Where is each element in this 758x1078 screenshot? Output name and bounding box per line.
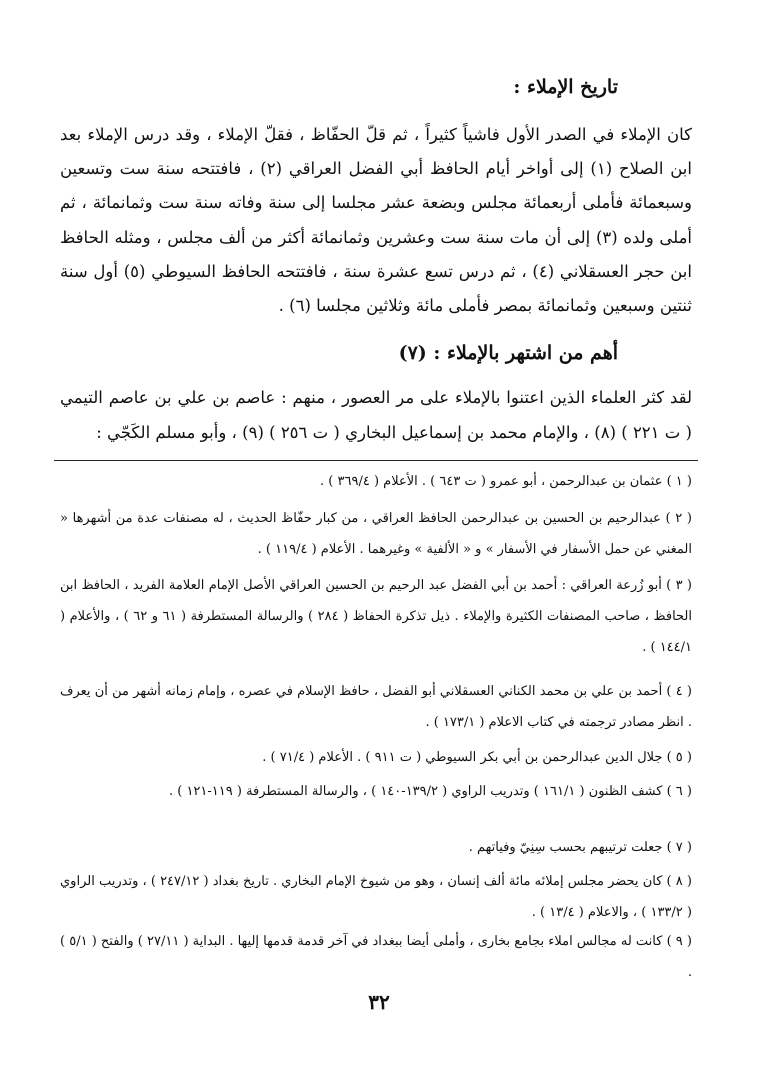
footnote-5: ( ٥ ) جلال الدين عبدالرحمن بن أبي بكر السيوطي ( ت ٩١١ ) . الأعلام ( ٧١/٤ ) . bbox=[262, 750, 692, 765]
footnote-7: ( ٧ ) جعلت ترتيبهم بحسب سِنِيّ وفياتهم . bbox=[468, 840, 692, 855]
footnote-8: ( ٨ ) كان يحضر مجلس إملائه مائة ألف إنسان ، وهو من شيوخ الإمام البخاري . تاريخ بغداد ( ٢٤٧/١٢ ) ، وتدريب الراوي ( ١٣٣/٢ ) ، والاعلام ( ١٣/٤ ) . bbox=[60, 874, 692, 920]
footnote-2: ( ٢ ) عبدالرحيم بن الحسين بن عبدالرحمن الحافظ العراقي ، من كبار حفّاظ الحديث ، له مصنفات عدة من أشهرها « المغني عن حمل الأسفار في الأسفار » و « الألفية » وغيرهما . الأعلام ( ١١٩/٤ ) . bbox=[60, 511, 692, 557]
section-heading-notable-dictators: أهم من اشتهر بالإملاء : (٧) bbox=[398, 342, 618, 364]
footnote-1: ( ١ ) عثمان بن عبدالرحمن ، أبو عمرو ( ت ٦٤٣ ) . الأعلام ( ٣٦٩/٤ ) . bbox=[320, 474, 692, 489]
page-number: ٣٢ bbox=[368, 990, 390, 1014]
footnote-3: ( ٣ ) أبو زُرعة العراقي : أحمد بن أبي الفضل عبد الرحيم بن الحسين العراقي الأصل الإمام العلامة الفريد ، الحافظ ابن الحافظ ، صاحب المصنفات الكثيرة والإملاء . ذيل تذكرة الحفاظ ( ٢٨٤ ) والرسالة المستطرفة ( ٦١ و ٦٢ ) ، والأعلام ( ١٤٤/١ ) . bbox=[60, 578, 692, 655]
footnote-4: ( ٤ ) أحمد بن علي بن محمد الكناني العسقلاني أبو الفضل ، حافظ الإسلام في عصره ، وإمام زمانه أشهر من أن يعرف . انظر مصادر ترجمته في كتاب الاعلام ( ١٧٣/١ ) . bbox=[60, 684, 692, 730]
body-paragraph-notable: لقد كثر العلماء الذين اعتنوا بالإملاء على مر العصور ، منهم : عاصم بن علي بن عاصم التيمي ( ت ٢٢١ ) (٨) ، والإمام محمد بن إسماعيل البخاري ( ت ٢٥٦ ) (٩) ، وأبو مسلم الكَجّي : bbox=[60, 388, 692, 442]
section-heading-dictation-history: تاريخ الإملاء : bbox=[513, 76, 618, 98]
footnote-6: ( ٦ ) كشف الظنون ( ١٦١/١ ) وتدريب الراوي ( ١٣٩/٢-١٤٠ ) ، والرسالة المستطرفة ( ١١٩-١٢١ ) . bbox=[168, 784, 692, 799]
footnote-divider bbox=[54, 460, 698, 461]
footnote-9: ( ٩ ) كانت له مجالس املاء بجامع بخارى ، وأملى أيضا ببغداد في آخر قدمة قدمها إليها . البداية ( ٢٧/١١ ) والفتح ( ٥/١ ) . bbox=[60, 934, 692, 980]
body-paragraph-history: كان الإملاء في الصدر الأول فاشياً كثيراً ، ثم قلّ الحفّاظ ، فقلّ الإملاء ، وقد درس الإملاء بعد ابن الصلاح (١) إلى أواخر أيام الحافظ أبي الفضل العراقي (٢) ، فافتتحه سنة ست وتسعين وسبعمائة فأملى أربعمائة مجلس وبضعة عشر مجلسا إلى سنة وفاته سنة ست وثمانمائة ، ثم أملى ولده (٣) إلى أن مات سنة ست وعشرين وثمانمائة أكثر من ألف مجلس ، ومثله الحافظ ابن حجر العسقلاني (٤) ، ثم درس تسع عشرة سنة ، فافتتحه الحافظ السيوطي (٥) أول سنة ثنتين وسبعين وثمانمائة بمصر فأملى مائة وثلاثين مجلسا (٦) . bbox=[60, 125, 692, 316]
